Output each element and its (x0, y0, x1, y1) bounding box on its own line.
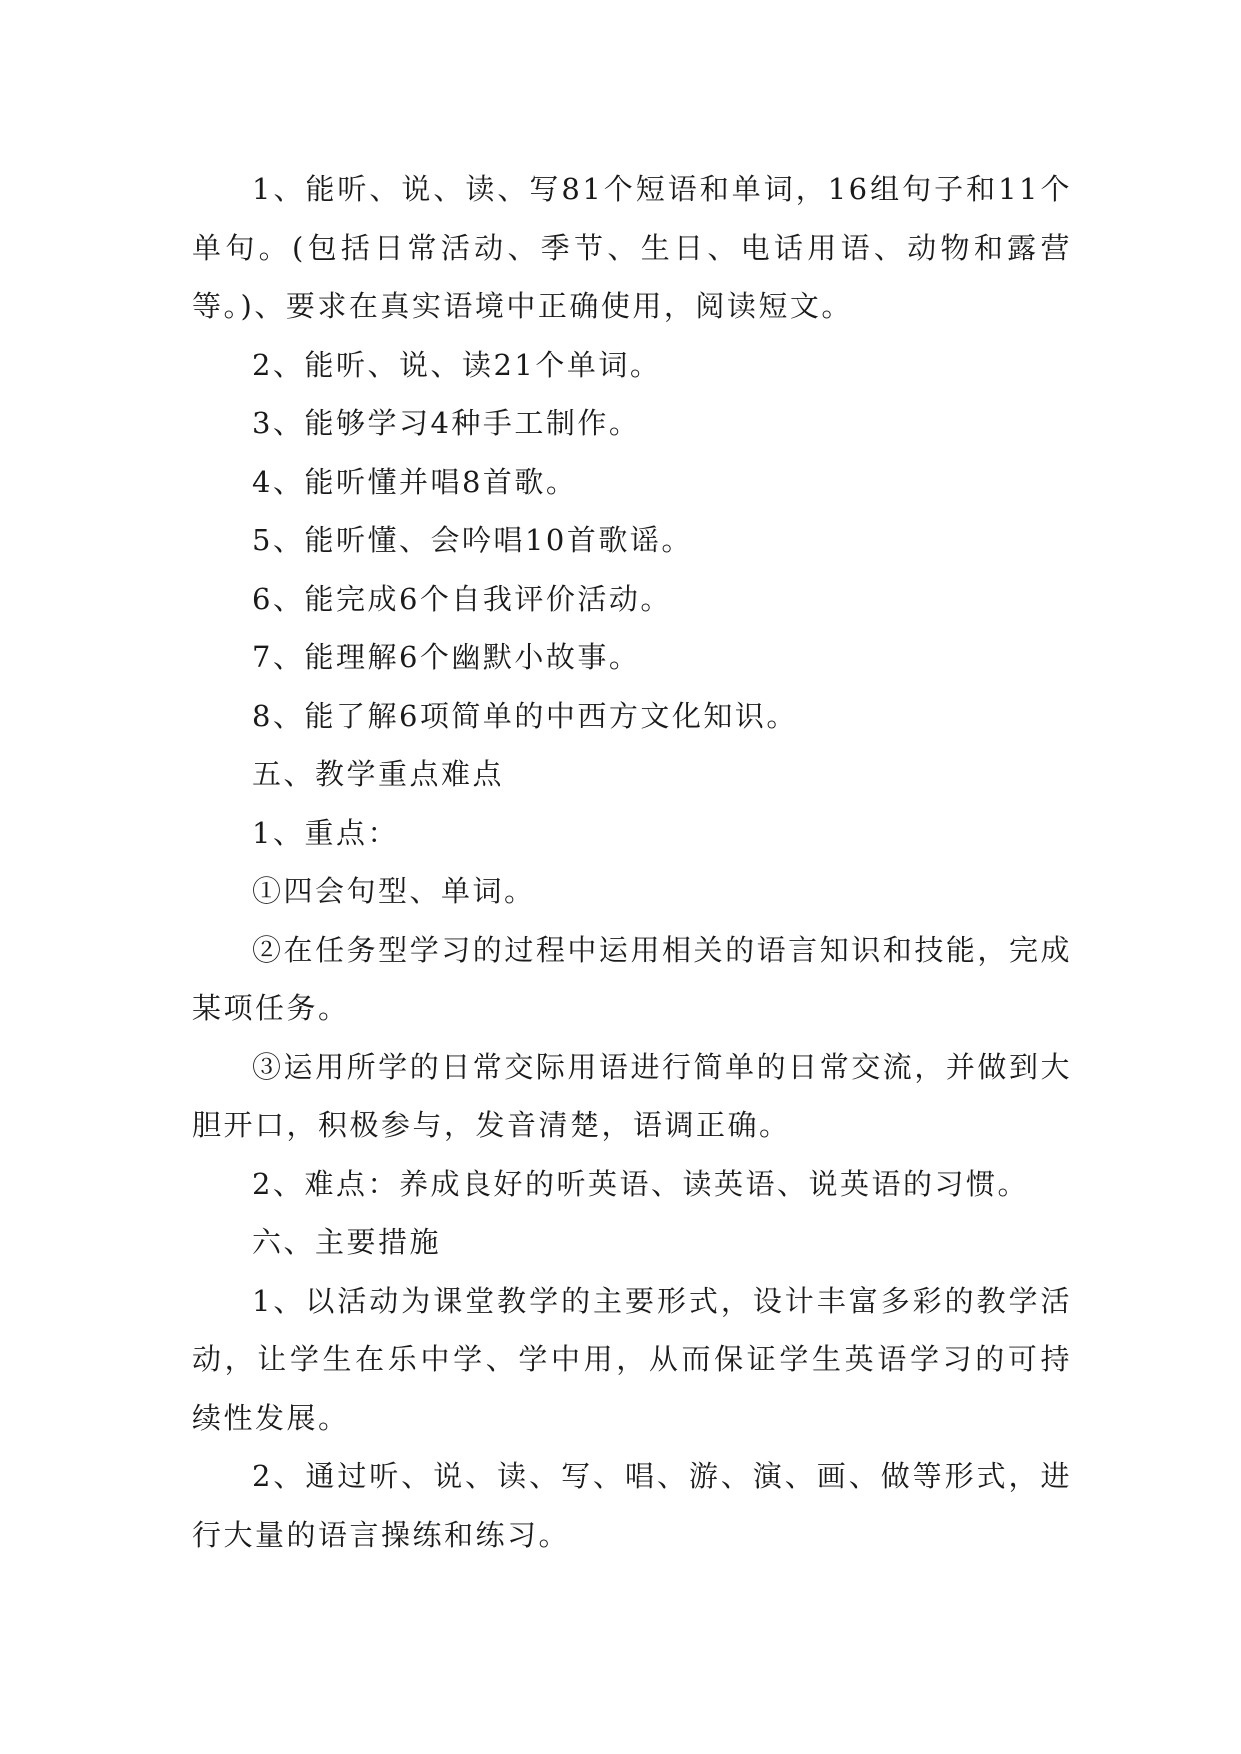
measure-1: 1、以活动为课堂教学的主要形式，设计丰富多彩的教学活动，让学生在乐中学、学中用，从而保证学生英语学习的可持续性发展。 (192, 1283, 1072, 1435)
paragraph-objective-4: 4、能听懂并唱8首歌。 (252, 464, 578, 499)
paragraph-objective-7: 7、能理解6个幽默小故事。 (252, 640, 641, 674)
document-body (192, 160, 1072, 1564)
section-heading-key-difficult-points: 五、教学重点难点 (252, 757, 505, 791)
key-point-3: ③运用所学的日常交际用语进行简单的日常交流，并做到大胆开口，积极参与，发音清楚，语调正确。 (192, 1049, 1072, 1142)
difficult-point: 2、难点：养成良好的听英语、读英语、说英语的习惯。 (252, 1166, 1029, 1201)
measure-2: 2、通过听、说、读、写、唱、游、演、画、做等形式，进行大量的语言操练和练习。 (192, 1459, 1072, 1552)
subheading-key-points: 1、重点： (252, 815, 399, 850)
paragraph-objective-1: 1、能听、说、读、写81个短语和单词，16组句子和11个单句。(包括日常活动、季节、生日、电话用语、动物和露营等。)、要求在真实语境中正确使用，阅读短文。 (192, 172, 1072, 323)
key-point-1: ①四会句型、单词。 (252, 874, 536, 908)
paragraph-objective-2: 2、能听、说、读21个单词。 (252, 347, 662, 382)
paragraph-objective-6: 6、能完成6个自我评价活动。 (252, 581, 672, 616)
paragraph-objective-8: 8、能了解6项简单的中西方文化知识。 (252, 698, 798, 733)
paragraph-objective-3: 3、能够学习4种手工制作。 (252, 406, 641, 440)
paragraph-objective-5: 5、能听懂、会吟唱10首歌谣。 (252, 523, 693, 557)
section-heading-main-measures: 六、主要措施 (252, 1225, 442, 1259)
key-point-2: ②在任务型学习的过程中运用相关的语言知识和技能，完成某项任务。 (192, 932, 1072, 1025)
